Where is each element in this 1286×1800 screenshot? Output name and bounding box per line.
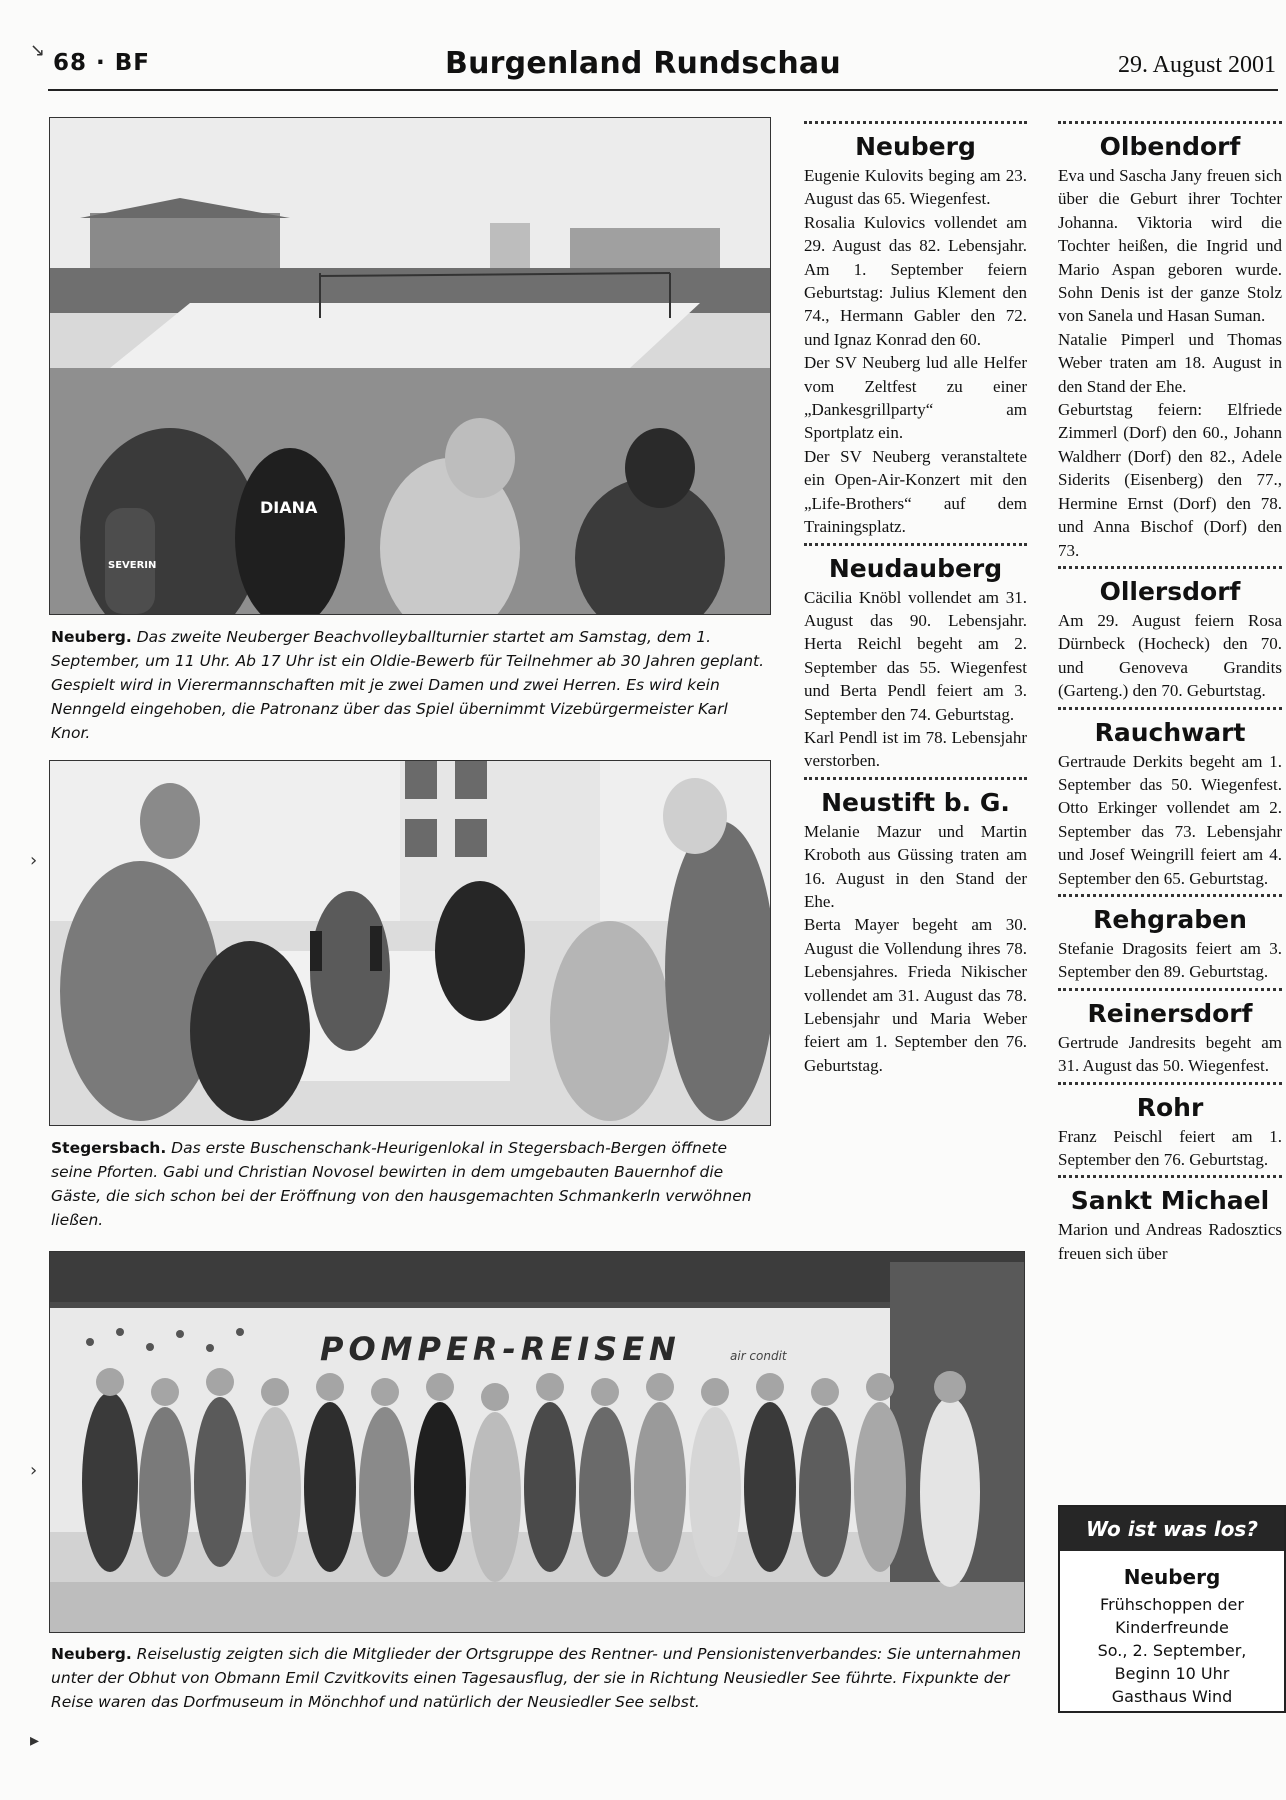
event-line: Beginn 10 Uhr: [1114, 1664, 1230, 1683]
news-paragraph: Geburtstag feiern: Elfriede Zimmerl (Dorf) den 60., Johann Waldherr (Dorf) den 82., Adele Siderits (Eisenberg) den 77., Hermine Ernst (Dorf) den 78. und Anna Bischof (Dorf) den 73.: [1058, 400, 1282, 560]
scan-mark: ▸: [30, 1730, 40, 1751]
photo-busreise: [49, 1251, 1025, 1633]
section-title-rohr: Rohr: [1136, 1092, 1204, 1122]
caption-place: Neuberg.: [51, 628, 132, 646]
bus-sub-lettering: air condit: [730, 1349, 787, 1363]
section-divider: [1058, 894, 1282, 897]
event-line: Frühschoppen der: [1100, 1595, 1244, 1614]
section-divider: [1058, 707, 1282, 710]
news-paragraph: Am 29. August feiern Rosa Dürnbeck (Hocheck) den 70. und Genoveva Grandits (Garteng.) den 70. Geburtstag.: [1058, 610, 1282, 701]
bottle-label: SEVERIN: [108, 560, 157, 571]
event-box: [1058, 1505, 1286, 1713]
section-divider: [804, 777, 1027, 780]
section-title-neustift: Neustift b. G.: [821, 787, 1010, 817]
photo-heurigenlokal: [49, 760, 771, 1126]
section-divider: [1058, 1082, 1282, 1085]
caption-photo-3: [51, 1642, 1027, 1714]
header-rule: [48, 89, 1278, 91]
section-divider: [1058, 121, 1282, 124]
section-divider: [1058, 1175, 1282, 1178]
paper-title: Burgenland Rundschau: [445, 46, 841, 81]
scan-mark: ›: [30, 1460, 38, 1481]
event-box-heading: Wo ist was los?: [1060, 1507, 1284, 1551]
event-box-text: [1060, 1593, 1284, 1708]
news-paragraph: Der SV Neuberg veranstaltete ein Open-Air-Konzert mit den „Life-Brothers“ auf dem Trainingsplatz.: [804, 446, 1027, 537]
shirt-label: DIANA: [260, 498, 318, 517]
caption-place: Stegersbach.: [51, 1139, 167, 1157]
event-line: Kinderfreunde: [1115, 1618, 1229, 1637]
section-title-reinersdorf: Reinersdorf: [1087, 998, 1253, 1028]
issue-date: 29. August 2001: [1117, 52, 1276, 78]
news-paragraph: Natalie Pimperl und Thomas Weber traten am 18. August in den Stand der Ehe.: [1058, 329, 1282, 396]
news-paragraph: Eugenie Kulovits beging am 23. August das 65. Wiegenfest.: [804, 166, 1027, 209]
news-paragraph: Karl Pendl ist im 78. Lebensjahr verstorben.: [804, 727, 1027, 771]
section-title-rehgraben: Rehgraben: [1093, 904, 1247, 934]
section-divider: [804, 543, 1027, 546]
section-divider: [1058, 566, 1282, 569]
caption-text: Das zweite Neuberger Beachvolleyballturnier startet am Samstag, dem 1. September, um 11 Uhr. Ab 17 Uhr ist ein Oldie-Bewerb für Teilnehmer ab 30 Jahren geplant. Gespielt wird in Vierermannschaften mit je zwei Damen und zwei Herren. Es wird kein Nenngeld eingehoben, die Patronanz über das Spiel übernimmt Vizebürgermeister Karl Knor.: [51, 628, 765, 742]
scan-mark: ›: [30, 850, 38, 871]
news-paragraph: Cäcilia Knöbl vollendet am 31. August das 90. Lebensjahr. Herta Reichl begeht am 2. September das 55. Wiegenfest und Berta Pendl feiert am 3. September den 74. Geburtstag.: [804, 587, 1027, 724]
section-title-neudauberg: Neudauberg: [828, 553, 1003, 583]
caption-photo-1: [51, 625, 771, 745]
caption-photo-2: [51, 1136, 771, 1232]
column-local-news-2: [1058, 117, 1282, 1265]
caption-text: Reiselustig zeigten sich die Mitglieder der Ortsgruppe des Rentner- und Pensionistenverbandes: Sie unternahmen unter der Obhut von Obmann Emil Czvitkovits einen Tagesausflug, der sie in Richtung Neusiedler See führte. Fixpunkte der Reise waren das Dorfmuseum in Mönchhof und natürlich der Neusiedler See selbst.: [51, 1645, 1022, 1711]
news-paragraph: Gertrude Jandresits begeht am 31. August das 50. Wiegenfest.: [1058, 1032, 1282, 1076]
page-section-label: 68 · BF: [53, 50, 151, 76]
news-paragraph: Marion und Andreas Radosztics freuen sich über: [1058, 1220, 1282, 1263]
news-paragraph: Berta Mayer begeht am 30. August die Vollendung ihres 78. Lebensjahres. Frieda Nikischer vollendet am 31. August das 78. Lebensjahr und Maria Weber feiert am 1. September den 76. Geburtstag.: [804, 915, 1027, 1075]
news-paragraph: Gertraude Derkits begeht am 1. September das 50. Wiegenfest. Otto Erkinger vollendet am 2. September das 73. Lebensjahr und Josef Weingrill feiert am 4. September den 65. Geburtstag.: [1058, 751, 1282, 888]
section-title-rauchwart: Rauchwart: [1094, 717, 1246, 747]
event-box-place: Neuberg: [1123, 1565, 1221, 1589]
column-local-news-1: [804, 117, 1027, 1077]
section-divider: [804, 121, 1027, 124]
news-paragraph: Eva und Sascha Jany freuen sich über die Geburt ihrer Tochter Johanna. Viktoria wird die Tochter heißen, die Ingrid und Mario Aspan geboren wurde. Sohn Denis ist der ganze Stolz von Sanela und Hasan Suman.: [1058, 166, 1282, 326]
caption-place: Neuberg.: [51, 1645, 132, 1663]
section-title-ollersdorf: Ollersdorf: [1099, 576, 1241, 606]
photo-beachvolleyball: [49, 117, 771, 615]
section-title-olbendorf: Olbendorf: [1099, 132, 1241, 161]
news-paragraph: Melanie Mazur und Martin Kroboth aus Güssing traten am 16. August in den Stand der Ehe.: [804, 821, 1027, 911]
caption-text: Das erste Buschenschank-Heurigenlokal in Stegersbach-Bergen öffnete seine Pforten. Gabi und Christian Novosel bewirten in dem umgebauten Bauernhof die Gäste, die sich schon bei der Eröffnung von den hausgemachten Schmankerln verwöhnen ließen.: [51, 1139, 752, 1229]
event-line: Gasthaus Wind: [1111, 1687, 1233, 1706]
news-paragraph: Rosalia Kulovics vollendet am 29. August das 82. Lebensjahr. Am 1. September feiern Geburtstag: Julius Klement den 74., Hermann Gabler den 72. und Ignaz Konrad den 60.: [804, 212, 1027, 349]
scan-mark: ↘: [30, 40, 46, 61]
section-title-sankt-michael: Sankt Michael: [1070, 1186, 1270, 1216]
event-line: So., 2. September,: [1097, 1641, 1247, 1660]
news-paragraph: Der SV Neuberg lud alle Helfer vom Zeltfest zu einer „Dankesgrillparty“ am Sportplatz ein.: [804, 353, 1027, 443]
news-paragraph: Franz Peischl feiert am 1. September den 76. Geburtstag.: [1058, 1126, 1282, 1169]
news-paragraph: Stefanie Dragosits feiert am 3. September den 89. Geburtstag.: [1058, 938, 1282, 982]
section-divider: [1058, 988, 1282, 991]
section-title-neuberg: Neuberg: [855, 132, 976, 161]
bus-lettering: POMPER-REISEN: [320, 1330, 681, 1368]
